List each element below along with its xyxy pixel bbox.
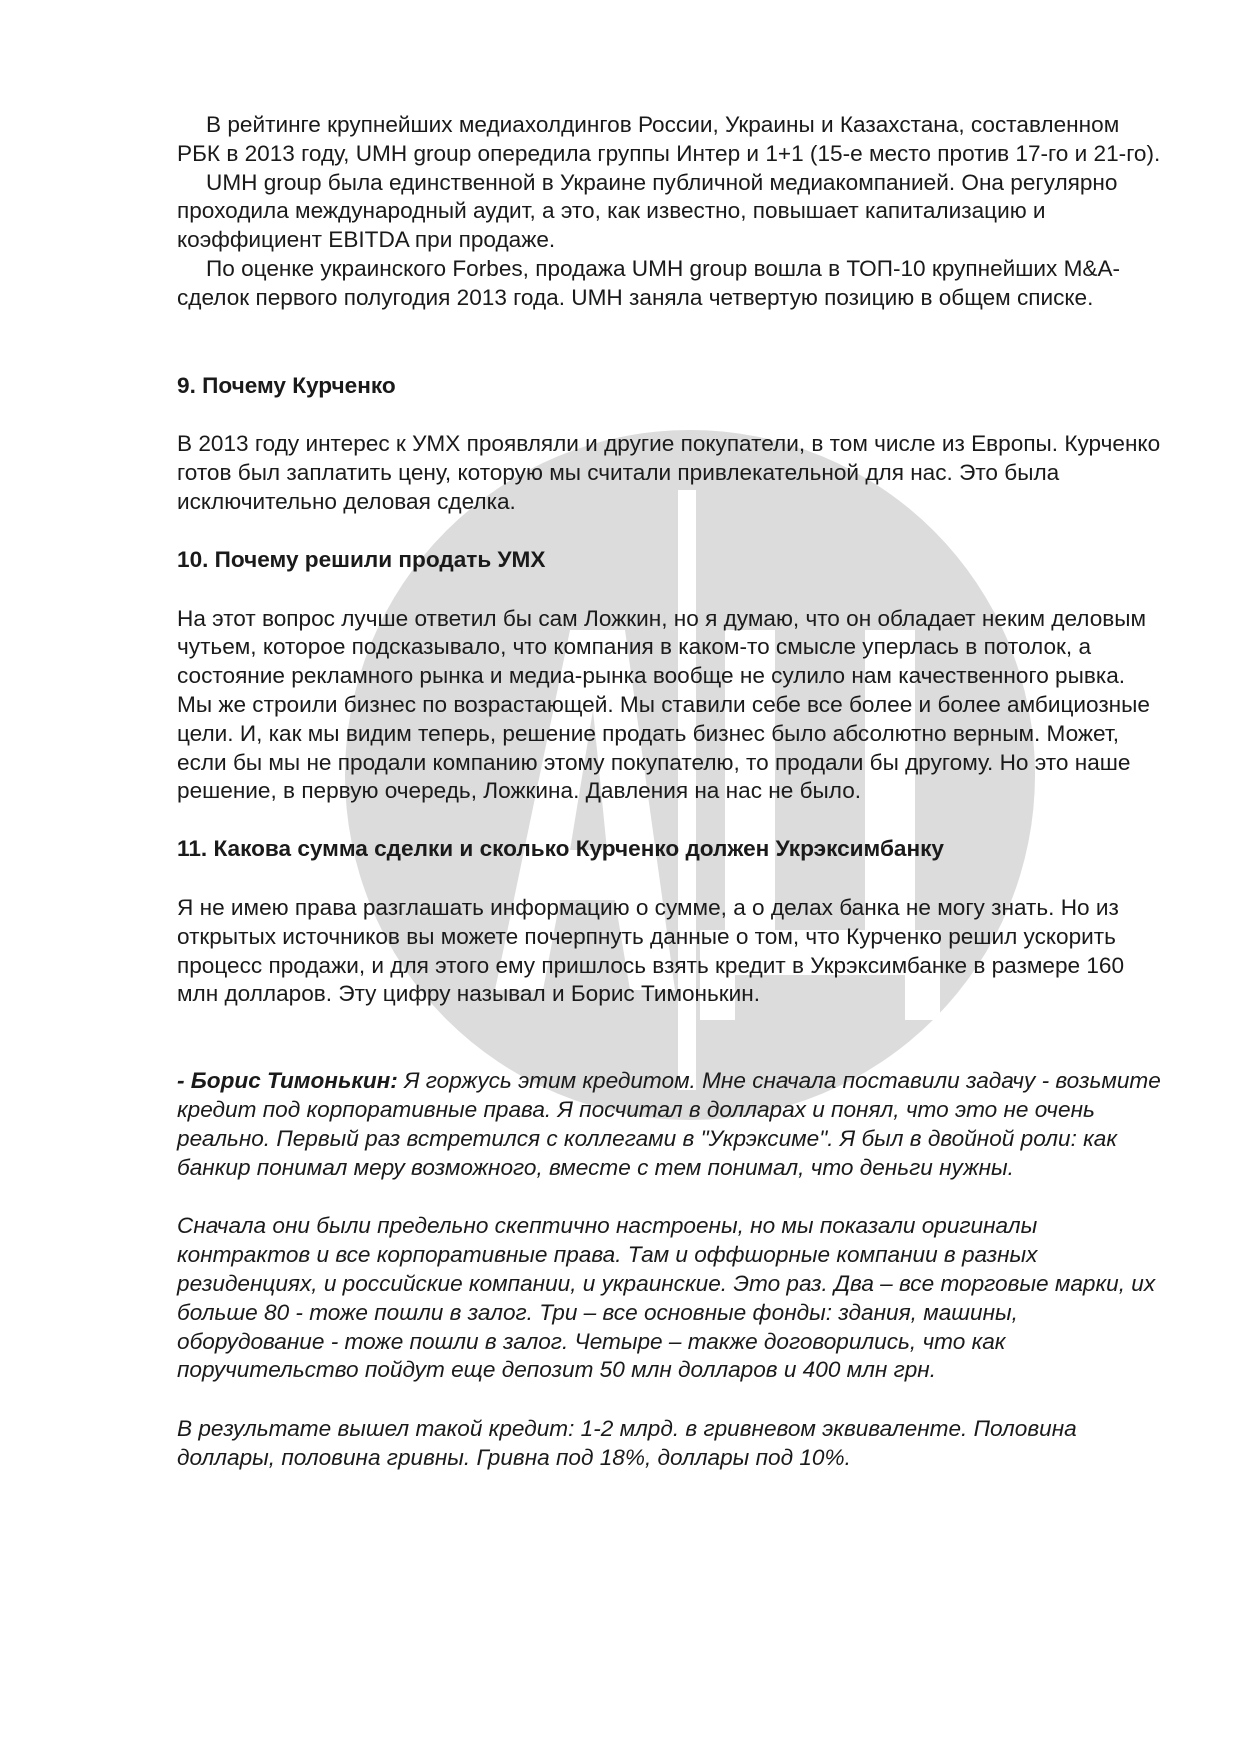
quote-speaker: - Борис Тимонькин: xyxy=(177,1068,398,1094)
document-page xyxy=(177,111,1162,1473)
intro-paragraph-2: UMH group была единственной в Украине публичной медиакомпанией. Она регулярно проходила международный аудит, а это, как известно, повышает капитализацию и коэффициент EBITDA при продаже. xyxy=(177,169,1118,253)
spacer xyxy=(177,575,1162,605)
intro-paragraph-1: В рейтинге крупнейших медиахолдингов России, Украины и Казахстана, составленном РБК в 2013 году, UMH group опередила группы Интер и 1+1 (15-е место против 17-го и 21-го). xyxy=(177,112,1161,166)
spacer xyxy=(177,313,1162,372)
spacer xyxy=(177,400,1162,430)
quote-first-text: Я горжусь этим кредитом. Мне сначала поставили задачу - возьмите кредит под корпоративные права. Я посчитал в долларах и понял, что это не очень реально. Первый раз встретился с коллегами в "Укрэксиме". Я был в двойной роли: как банкир понимал меру возможного, вместе с тем понимал, что деньги нужны. xyxy=(177,1068,1161,1180)
spacer xyxy=(177,806,1162,835)
spacer xyxy=(177,1009,1162,1067)
section-heading-10: 10. Почему решили продать УМХ xyxy=(177,546,546,572)
section-heading-11: 11. Какова сумма сделки и сколько Курченко должен Укрэксимбанку xyxy=(177,836,944,862)
intro-paragraph-3: По оценке украинского Forbes, продажа UMH group вошла в ТОП-10 крупнейших M&A-сделок первого полугодия 2013 года. UMH заняла четвертую позицию в общем списке. xyxy=(177,255,1121,310)
spacer xyxy=(177,1182,1162,1212)
spacer xyxy=(177,517,1162,546)
section-body-9: В 2013 году интерес к УМХ проявляли и другие покупатели, в том числе из Европы. Курченко готов был заплатить цену, которую мы считали привлекательной для нас. Это была исключительно деловая сделка. xyxy=(177,431,1161,514)
spacer xyxy=(177,1385,1162,1415)
spacer xyxy=(177,864,1162,894)
quote-paragraph-1 xyxy=(177,1067,1162,1182)
section-body-10: На этот вопрос лучше ответил бы сам Ложкин, но я думаю, что он обладает неким деловым чутьем, которое подсказывало, что компания в каком-то смысле уперлась в потолок, а состояние рекламного рынка и медиа-рынка вообще не сулило нам качественного рывка. Мы же строили бизнес по возрастающей. Мы ставили себе все более и более амбициозные цели. И, как мы видим теперь, решение продать бизнес было абсолютно верным. Может, если бы мы не продали компанию этому покупателю, то продали бы другому. Но это наше решение, в первую очередь, Ложкина. Давления на нас не было. xyxy=(177,605,1150,804)
quote-paragraph-3: В результате вышел такой кредит: 1-2 млрд. в гривневом эквиваленте. Половина доллары, половина гривны. Гривна под 18%, доллары под 10%. xyxy=(177,1416,1077,1470)
quote-paragraph-2: Сначала они были предельно скептично настроены, но мы показали оригиналы контрактов и все корпоративные права. Там и оффшорные компании в разных резиденциях, и российские компании, и украинские. Это раз. Два – все торговые марки, их больше 80 - тоже пошли в залог. Три – все основные фонды: здания, машины, оборудование - тоже пошли в залог. Четыре – также договорились, что как поручительство пойдут еще депозит 50 млн долларов и 400 млн грн. xyxy=(177,1213,1156,1383)
section-heading-9: 9. Почему Курченко xyxy=(177,372,396,398)
section-body-11: Я не имею права разглашать информацию о сумме, а о делах банка не могу знать. Но из открытых источников вы можете почерпнуть данные о том, что Курченко решил ускорить процесс продажи, и для этого ему пришлось взять кредит в Укрэксимбанке в размере 160 млн долларов. Эту цифру называл и Борис Тимонькин. xyxy=(177,894,1125,1007)
